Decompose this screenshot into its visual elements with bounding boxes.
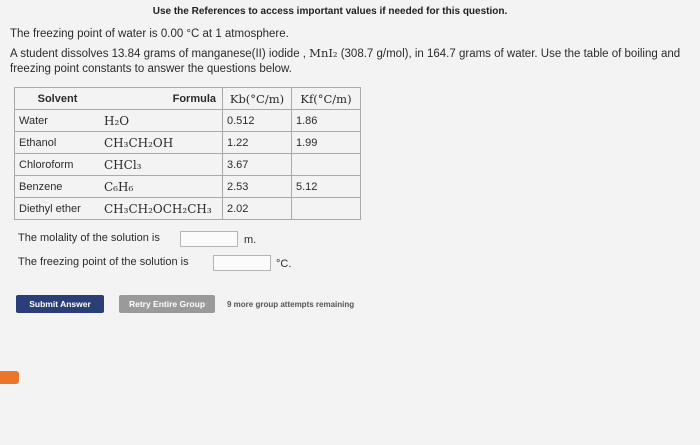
table-row (15, 198, 361, 220)
row-solvent: Water (15, 110, 101, 132)
row-kb: 1.22 (223, 132, 292, 154)
freezing-point-input[interactable] (213, 255, 271, 271)
header-formula: Formula (100, 88, 223, 110)
row-kb: 3.67 (223, 154, 292, 176)
compound-formula: MnI₂ (309, 46, 338, 60)
header-kf: Kf(°C/m) (292, 88, 361, 110)
row-kf: 1.99 (292, 132, 361, 154)
header-kb: Kb(°C/m) (223, 88, 292, 110)
table-row (15, 154, 361, 176)
header-solvent: Solvent (15, 88, 101, 110)
row-kf: 5.12 (292, 176, 361, 198)
row-solvent: Diethyl ether (15, 198, 101, 220)
row-kf (292, 154, 361, 176)
row-kf: 1.86 (292, 110, 361, 132)
row-kf (292, 198, 361, 220)
table-header-row (15, 88, 361, 110)
molality-input[interactable] (180, 231, 238, 247)
retry-entire-group-button[interactable]: Retry Entire Group (119, 295, 215, 313)
row-formula: H₂O (100, 110, 223, 132)
problem-line-1: The freezing point of water is 0.00 °C at 1 atmosphere. (10, 28, 289, 40)
constants-table (14, 87, 361, 220)
row-kb: 2.02 (223, 198, 292, 220)
row-solvent: Ethanol (15, 132, 101, 154)
problem-line-2: A student dissolves 13.84 grams of manganese(II) iodide , MnI₂ (308.7 g/mol), in 164.7 grams of water. Use the table of boiling and freezing point constants to answer the questions below. (10, 46, 681, 75)
submit-answer-button[interactable]: Submit Answer (16, 295, 104, 313)
table-row (15, 110, 361, 132)
row-formula: CHCl₃ (100, 154, 223, 176)
side-tab-handle[interactable] (0, 371, 19, 384)
freezing-point-unit: °C. (276, 258, 292, 270)
molality-unit: m. (244, 234, 257, 246)
row-kb: 2.53 (223, 176, 292, 198)
table-row (15, 132, 361, 154)
freezing-point-question-label: The freezing point of the solution is (18, 256, 189, 268)
row-kb: 0.512 (223, 110, 292, 132)
attempts-remaining-text: 9 more group attempts remaining (227, 300, 355, 309)
row-solvent: Chloroform (15, 154, 101, 176)
row-formula: C₆H₆ (100, 176, 223, 198)
row-formula: CH₃CH₂OCH₂CH₃ (100, 198, 223, 220)
table-row (15, 176, 361, 198)
row-solvent: Benzene (15, 176, 101, 198)
row-formula: CH₃CH₂OH (100, 132, 223, 154)
references-note: Use the References to access important values if needed for this question. (152, 6, 508, 17)
molality-question-label: The molality of the solution is (18, 232, 160, 244)
